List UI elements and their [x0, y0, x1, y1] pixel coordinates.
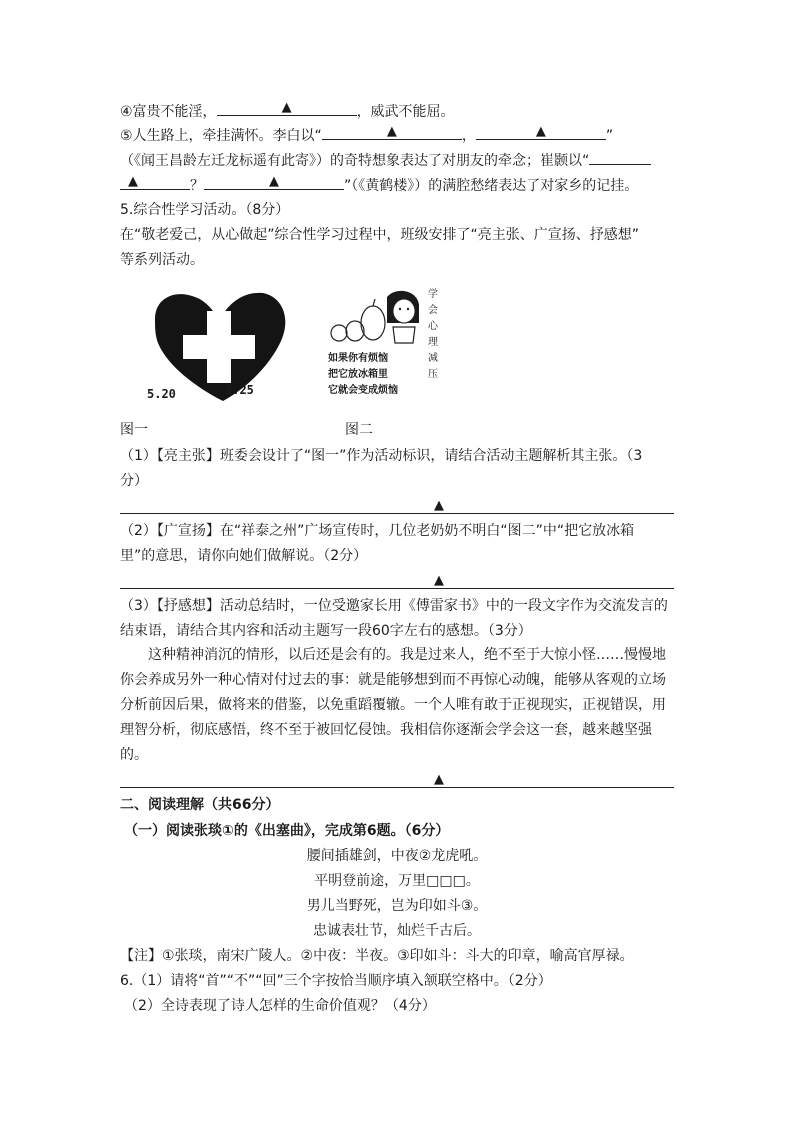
figure-1-date-left: 5.20 — [147, 387, 176, 401]
answer-blank[interactable] — [217, 101, 357, 116]
blank-marker: ▲ — [269, 174, 279, 189]
q4-item4-suffix: ，威武不能屈。 — [356, 104, 455, 120]
answer-blank[interactable] — [120, 175, 190, 190]
section-2-heading: 二、阅读理解（共66分） — [120, 797, 280, 813]
q4-item5-close-quote: ” — [605, 128, 614, 144]
poem-note: 【注】①张琰，南宋广陵人。②中夜：半夜。③印如斗：斗大的印章，喻高官厚禄。 — [120, 948, 634, 964]
answer-marker: ▲ — [434, 772, 444, 787]
q4-item5-source: （《闻王昌龄左迁龙标遥有此寄》）的奇特想象表达了对朋友的牵念；崔颢以“ — [120, 153, 590, 169]
blank-marker: ▲ — [128, 174, 138, 189]
figure-1-date-right: 5.25 — [225, 383, 254, 397]
figure-2-line-2: 把它放冰箱里 — [328, 369, 388, 380]
q4-item5-question: ？ — [190, 178, 204, 194]
q4-item5-prefix: ⑤人生路上，牵挂满怀。李白以“ — [120, 128, 322, 144]
section-2-subheading: （一）阅读张琰①的《出塞曲》，完成第6题。（6分） — [124, 823, 450, 839]
q5-sub1-line1: （1）【亮主张】班委会设计了“图一”作为活动标识，请结合活动主题解析其主张。（3 — [120, 448, 643, 464]
vertical-char: 会 — [428, 305, 438, 316]
q5-sub1-line2: 分） — [120, 473, 148, 489]
q4-item4-prefix: ④富贵不能淫， — [120, 104, 217, 120]
q5-intro-line2: 等系列活动。 — [120, 252, 204, 268]
answer-line[interactable] — [120, 787, 674, 788]
blank-marker: ▲ — [281, 100, 292, 115]
figure-2-cartoon — [320, 285, 450, 410]
q4-item5-line3 — [120, 175, 680, 195]
vertical-char: 心 — [428, 321, 438, 332]
answer-line[interactable] — [120, 588, 674, 589]
answer-blank[interactable] — [589, 150, 651, 165]
vertical-char: 压 — [428, 369, 438, 380]
vertical-char: 理 — [428, 337, 438, 348]
blank-marker: ▲ — [535, 124, 546, 139]
q6-part2: （2）全诗表现了诗人怎样的生命价值观？（4分） — [124, 998, 436, 1014]
figure-2-line-3: 它就会变成烦恼 — [328, 385, 398, 396]
q4-item5-line2 — [120, 150, 680, 170]
q5-sub2-line1: （2）【广宣扬】在“祥泰之州”广场宣传时，几位老奶奶不明白“图二”中“把它放冰箱 — [120, 523, 635, 539]
q5-heading: 5.综合性学习活动。（8分） — [120, 202, 290, 218]
figure-2-label: 图二 — [345, 422, 373, 438]
poem-line-4: 忠诚表壮节，灿烂千古后。 — [313, 923, 481, 939]
figure-2-vertical-text — [426, 287, 440, 383]
q4-item5-tail: ”（《黄鹤楼》）的满腔愁绪表达了对家乡的记挂。 — [344, 178, 639, 194]
poem-line-3: 男儿当野死，岂为印如斗③。 — [306, 898, 488, 914]
poem-line-2: 平明登前途，万里□□□。 — [314, 873, 480, 889]
blank-marker: ▲ — [386, 124, 397, 139]
q5-intro-line1: 在“敬老爱己，从心做起”综合性学习过程中，班级安排了“亮主张、广宣扬、抒感想” — [120, 227, 640, 243]
q5-sub2-line2: 里”的意思，请你向她们做解说。（2分） — [120, 548, 368, 564]
vertical-char: 学 — [428, 289, 438, 300]
answer-marker: ▲ — [434, 498, 444, 513]
figure-1-label: 图一 — [120, 422, 148, 438]
answer-blank[interactable] — [322, 125, 462, 140]
q4-item5-comma: ， — [461, 128, 476, 144]
fu-lei-quote: 这种精神消沉的情形，以后还是会有的。我是过来人，绝不至于大惊小怪……慢慢地你会养成另外一种心情对付过去的事：就是能够想到而不再惊心动魄，能够从客观的立场分析前因后果，做将来的借鉴，以免重蹈覆辙。一个人唯有敢于正视现实，正视错误，用理智分析，彻底感悟，终不至于被回忆侵蚀。我相信你逐渐会学会这一套，越来越坚强的。 — [120, 647, 666, 763]
answer-marker: ▲ — [434, 573, 444, 588]
figure-2-caption — [328, 351, 398, 399]
answer-line[interactable] — [120, 513, 674, 514]
q4-item5-line1 — [120, 125, 680, 145]
q4-item4 — [120, 101, 680, 121]
answer-blank[interactable] — [204, 175, 344, 190]
vertical-char: 减 — [428, 353, 438, 364]
figure-1-heart-logo — [145, 283, 295, 408]
figure-2-line-1: 如果你有烦恼 — [328, 353, 388, 364]
girl-with-pears-illustration — [325, 287, 425, 347]
answer-blank[interactable] — [476, 125, 606, 140]
poem-line-1: 腰间插雄剑，中夜②龙虎吼。 — [306, 848, 488, 864]
q6-part1: 6.（1）请将“首”“不”“回”三个字按恰当顺序填入颔联空格中。（2分） — [120, 973, 552, 989]
q5-sub3-line1: （3）【抒感想】活动总结时，一位受邀家长用《傅雷家书》中的一段文字作为交流发言的 — [120, 598, 668, 614]
q5-sub3-line2: 结束语，请结合其内容和活动主题写一段60字左右的感想。（3分） — [120, 623, 532, 639]
